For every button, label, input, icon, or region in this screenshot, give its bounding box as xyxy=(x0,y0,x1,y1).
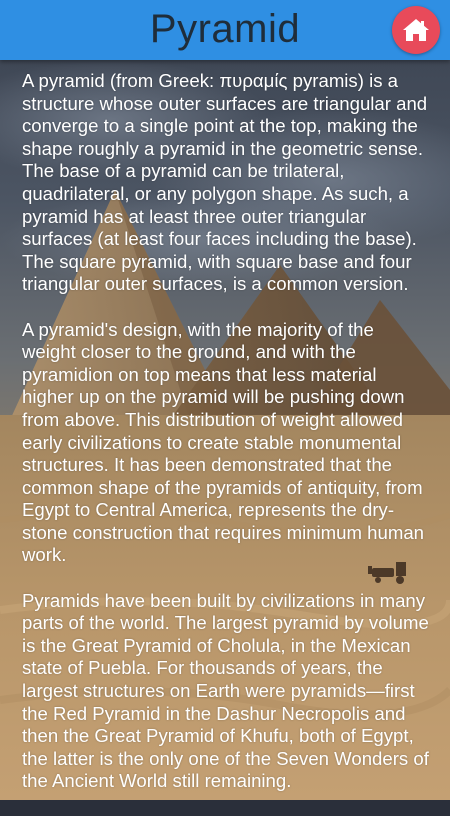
app-header xyxy=(0,0,450,60)
paragraph-1: A pyramid (from Greek: πυραμίς pyramis) is a structure whose outer surfaces are triangular and converge to a single point at the top, making the shape roughly a pyramid in the geometric sense. The base of a pyramid can be trilateral, quadrilateral, or any polygon shape. As such, a pyramid has at least three outer triangular surfaces (at least four faces including the base). The square pyramid, with square base and four triangular outer surfaces, is a common version. xyxy=(22,70,428,295)
article-content xyxy=(22,70,432,816)
paragraph-2: A pyramid's design, with the majority of the weight closer to the ground, and with the pyramidion on top means that less material higher up on the pyramid will be pushing down from above. This distribution of weight allowed early civilizations to create stable monumental structures. It has been demonstrated that the common shape of the pyramids of antiquity, from Egypt to Central America, represents the dry-stone construction that requires minimum human work. xyxy=(22,318,425,566)
page-title: Pyramid xyxy=(149,7,301,51)
paragraph-3: Pyramids have been built by civilizations in many parts of the world. The largest pyramid by volume is the Great Pyramid of Cholula, in the Mexican state of Puebla. For thousands of years, the largest structures on Earth were pyramids—first the Red Pyramid in the Dashur Necropolis and then the Great Pyramid of Khufu, both of Egypt, the latter is the only one of the Seven Wonders of the Ancient World still remaining. xyxy=(22,589,429,792)
home-icon xyxy=(402,17,430,43)
home-button[interactable] xyxy=(392,6,440,54)
